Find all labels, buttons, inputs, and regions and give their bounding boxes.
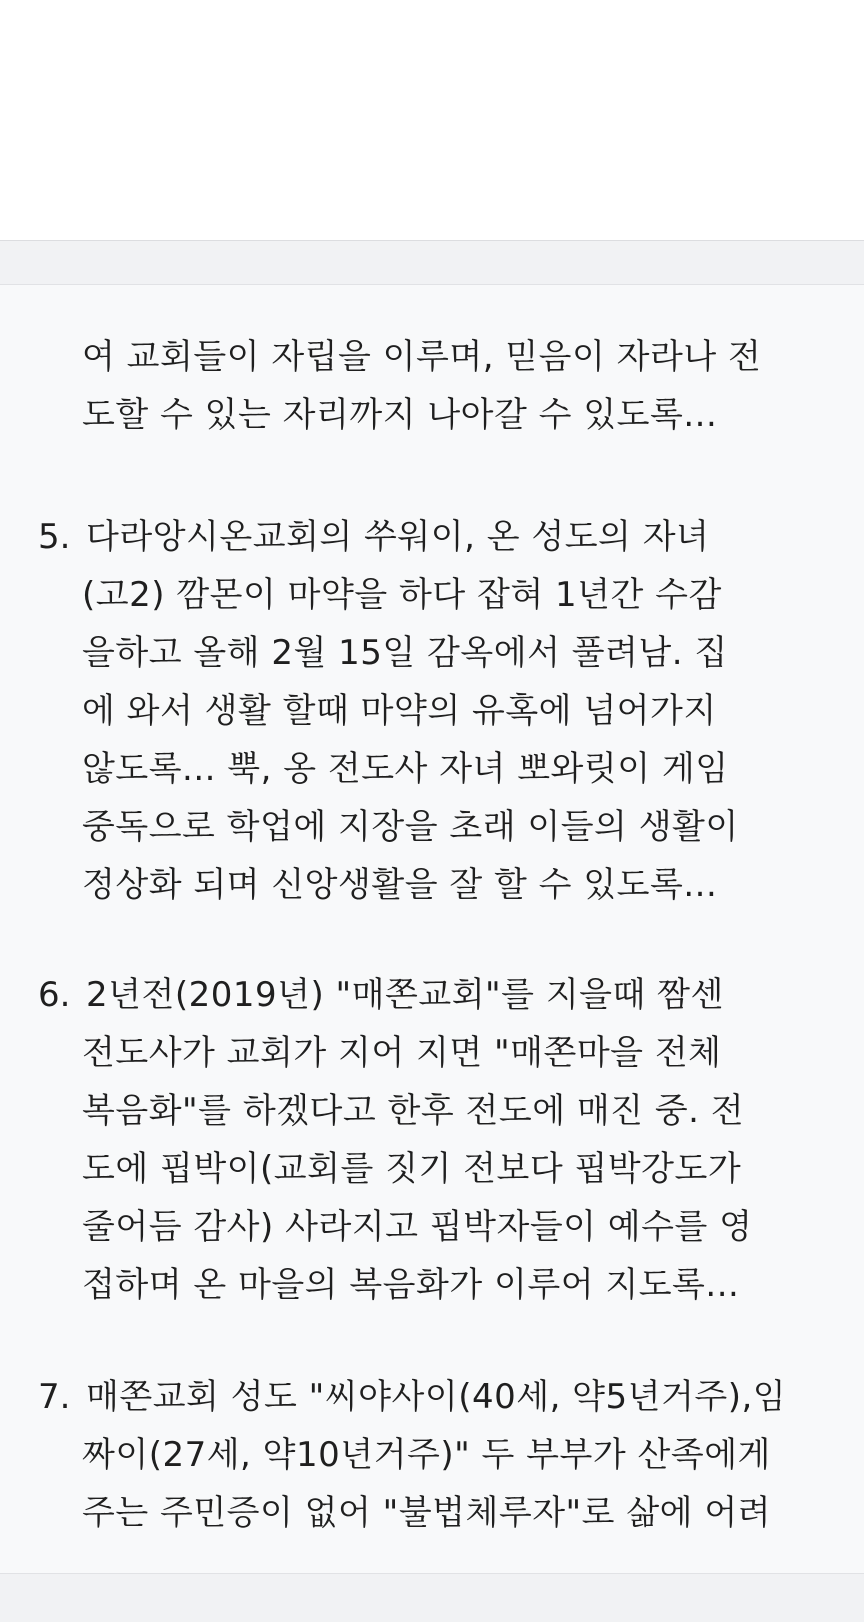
paragraph-line: (고2) 깜몬이 마약을 하다 잡혀 1년간 수감 bbox=[82, 575, 722, 615]
paragraph-line: 줄어듬 감사) 사라지고 핍박자들이 예수를 영 bbox=[82, 1207, 753, 1247]
paragraph-line: 않도록... 뿍, 옹 전도사 자녀 뽀와릿이 게임 bbox=[82, 749, 729, 789]
paragraph-line: 복음화"를 하겠다고 한후 전도에 매진 중. 전 bbox=[82, 1091, 745, 1131]
list-number: 7. bbox=[38, 1377, 71, 1417]
paragraph-line: 도에 핍박이(교회를 짓기 전보다 핍박강도가 bbox=[82, 1149, 742, 1189]
paragraph-line: 매쫀교회 성도 "씨야사이(40세, 약5년거주),임 bbox=[86, 1377, 787, 1417]
paragraph-line: 짜이(27세, 약10년거주)" 두 부부가 산족에게 bbox=[82, 1435, 771, 1475]
paragraph-line: 정상화 되며 신앙생활을 잘 할 수 있도록... bbox=[82, 865, 718, 905]
paragraph-line: 주는 주민증이 없어 "불법체루자"로 삶에 어려 bbox=[82, 1493, 772, 1533]
paragraph-line: 도할 수 있는 자리까지 나아갈 수 있도록... bbox=[82, 395, 718, 435]
paragraph-line: 다라앙시온교회의 쑤워이, 온 성도의 자녀 bbox=[86, 517, 710, 557]
paragraph-line: 전도사가 교회가 지어 지면 "매쫀마을 전체 bbox=[82, 1033, 722, 1073]
bottom-band bbox=[0, 1574, 864, 1622]
paragraph-line: 여 교회들이 자립을 이루며, 믿음이 자라나 전 bbox=[82, 337, 762, 377]
list-number: 6. bbox=[38, 975, 71, 1015]
paragraph-line: 2년전(2019년) "매쫀교회"를 지을때 짬센 bbox=[86, 975, 724, 1015]
paragraph-line: 에 와서 생활 할때 마약의 유혹에 넘어가지 bbox=[82, 691, 717, 731]
list-number: 5. bbox=[38, 517, 71, 557]
section-divider bbox=[0, 241, 864, 283]
paragraph-line: 접하며 온 마을의 복음화가 이루어 지도록... bbox=[82, 1265, 740, 1305]
top-blank-area bbox=[0, 0, 864, 241]
paragraph-line: 을하고 올해 2월 15일 감옥에서 풀려남. 집 bbox=[82, 633, 728, 673]
paragraph-line: 중독으로 학업에 지장을 초래 이들의 생활이 bbox=[82, 807, 739, 847]
